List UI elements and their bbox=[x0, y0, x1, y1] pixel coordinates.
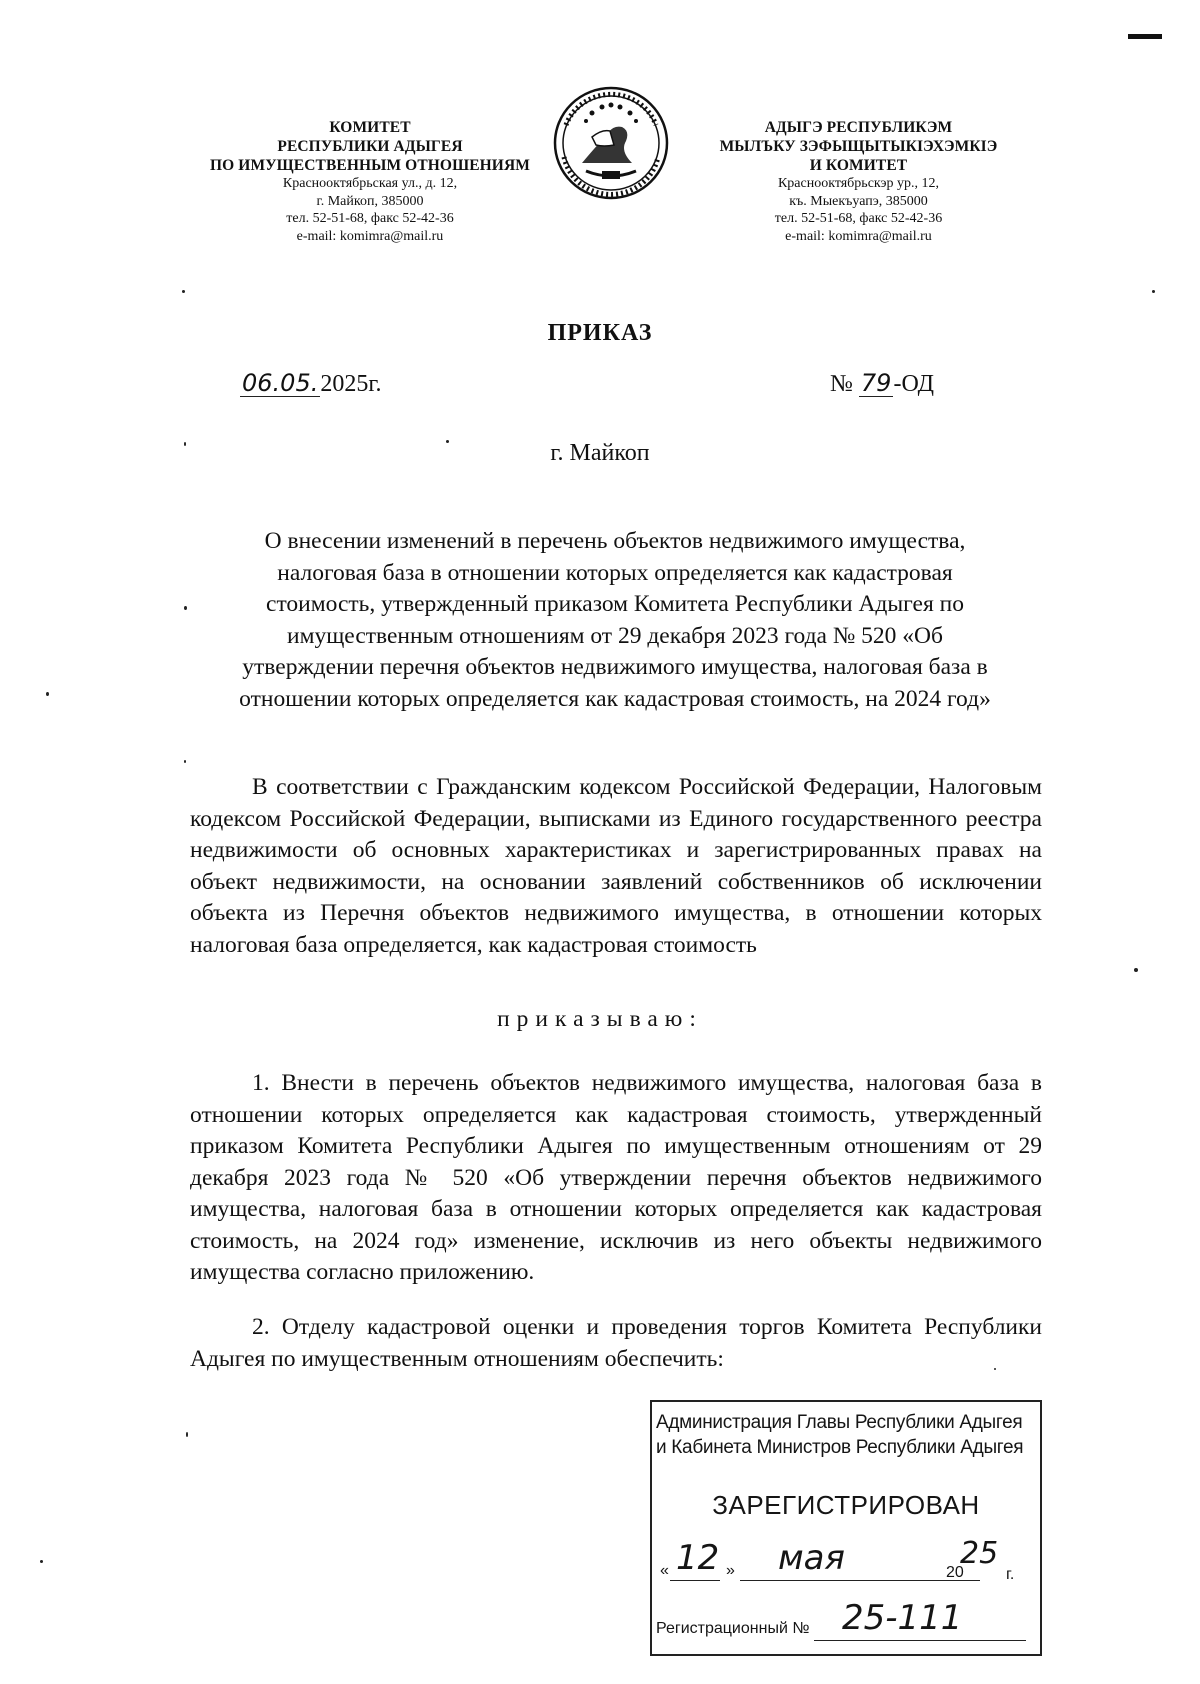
org-name-line: РЕСПУБЛИКИ АДЫГЕЯ bbox=[277, 138, 463, 155]
subject-line: стоимость, утвержденный приказом Комитета Республики Адыгея по bbox=[266, 591, 964, 617]
coat-of-arms-adygea-icon bbox=[552, 85, 670, 201]
org-phone-line: тел. 52-51-68, факс 52-42-36 bbox=[286, 211, 454, 226]
stamp-date-row bbox=[660, 1536, 1032, 1584]
order-number bbox=[830, 370, 934, 398]
item-2-paragraph: 2. Отделу кадастровой оценки и проведения торгов Комитета Республики Адыгея по имущественным отношениям обеспечить: bbox=[190, 1314, 1042, 1372]
org-name-line: ПО ИМУЩЕСТВЕННЫМ ОТНОШЕНИЯМ bbox=[210, 157, 530, 174]
subject-line: О внесении изменений в перечень объектов недвижимого имущества, bbox=[264, 528, 966, 554]
org-name-line: И КОМИТЕТ bbox=[809, 157, 908, 174]
stamp-reg-label: Регистрационный № bbox=[656, 1620, 810, 1637]
stamp-open-quote: « bbox=[660, 1562, 669, 1579]
org-address-line: Краснооктябрьская ул., д. 12, bbox=[282, 176, 458, 191]
org-name-line: КОМИТЕТ bbox=[329, 119, 411, 136]
org-email-line: e-mail: komimra@mail.ru bbox=[785, 228, 932, 244]
order-subject bbox=[185, 526, 1045, 715]
org-name-line: МЫЛЪКУ ЗЭФЫЩЫТЫКIЭХЭМКIЭ bbox=[719, 138, 998, 155]
handwritten-date: 06.05. bbox=[242, 369, 319, 397]
stamp-close-quote: » bbox=[726, 1562, 735, 1579]
stamp-org-line: Администрация Главы Республики Адыгея bbox=[656, 1412, 1023, 1433]
registration-stamp bbox=[650, 1400, 1042, 1656]
stamp-day-underline bbox=[670, 1580, 720, 1581]
city-line: г. Майкоп bbox=[550, 440, 650, 466]
header-left-org bbox=[185, 118, 555, 245]
stamp-day-handwritten: 12 bbox=[676, 1538, 720, 1578]
stamp-year-prefix: 20 bbox=[946, 1564, 964, 1581]
org-address-line: Краснооктябрьскэр ур., 12, bbox=[777, 176, 940, 191]
org-email-line: e-mail: komimra@mail.ru bbox=[296, 228, 444, 244]
stamp-org bbox=[656, 1410, 1023, 1460]
order-date bbox=[240, 370, 381, 398]
document-title: ПРИКАЗ bbox=[547, 320, 653, 346]
number-prefix: № bbox=[830, 371, 853, 397]
stamp-year-handwritten: 25 bbox=[960, 1536, 999, 1571]
stamp-registered-label: ЗАРЕГИСТРИРОВАН bbox=[712, 1490, 980, 1520]
stamp-reg-number-handwritten: 25-111 bbox=[842, 1598, 963, 1638]
date-year: 2025г. bbox=[320, 371, 382, 397]
stamp-reg-underline bbox=[814, 1640, 1026, 1641]
scan-corner-mark bbox=[1128, 34, 1162, 39]
header-right-org bbox=[676, 118, 1041, 245]
item-1-paragraph: 1. Внести в перечень объектов недвижимого имущества, налоговая база в отношении которых определяется как кадастровая стоимость, утвержденный приказом Комитета Республики Адыгея по имущественным отношениям от 29 декабря 2023 года № 520 «Об утверждении перечня объектов недвижимого имущества, налоговая база в отношении которых определяется как кадастровая стоимость, на 2024 год» изменение, исключив из него объекты недвижимого имущества согласно приложению. bbox=[190, 1070, 1042, 1285]
org-address-line: г. Майкоп, 385000 bbox=[316, 193, 424, 209]
stamp-reg-number-row bbox=[656, 1598, 1036, 1646]
org-address-line: къ. Мыекъуапэ, 385000 bbox=[789, 193, 928, 209]
subject-line: налоговая база в отношении которых определяется как кадастровая bbox=[277, 559, 953, 586]
org-phone-line: тел. 52-51-68, факс 52-42-36 bbox=[774, 211, 943, 226]
subject-line: имущественным отношениям от 29 декабря 2023 года № 520 «Об bbox=[287, 622, 943, 649]
preamble-paragraph: В соответствии с Гражданским кодексом Российской Федерации, Налоговым кодексом Российской Федерации, выписками из Единого государственного реестра недвижимости об основных характеристиках и зарегистрированных правах на объект недвижимости, на основании заявлений собственников об исключении объекта из Перечня объектов недвижимого имущества, в отношении которых налоговая база определяется, как кадастровая стоимость bbox=[190, 774, 1042, 958]
handwritten-number: 79 bbox=[860, 369, 892, 397]
subject-line: отношении которых определяется как кадастровая стоимость, на 2024 год» bbox=[239, 685, 991, 712]
stamp-month-underline bbox=[740, 1580, 980, 1581]
subject-line: утверждении перечня объектов недвижимого имущества, налоговая база в bbox=[242, 654, 988, 680]
stamp-year-suffix: г. bbox=[1006, 1566, 1015, 1583]
number-suffix: -ОД bbox=[893, 371, 934, 397]
stamp-org-line: и Кабинета Министров Республики Адыгея bbox=[656, 1437, 1024, 1458]
stamp-month-handwritten: мая bbox=[778, 1538, 845, 1578]
org-name-line: АДЫГЭ РЕСПУБЛИКЭМ bbox=[764, 119, 953, 136]
order-word: приказываю: bbox=[497, 1006, 703, 1032]
